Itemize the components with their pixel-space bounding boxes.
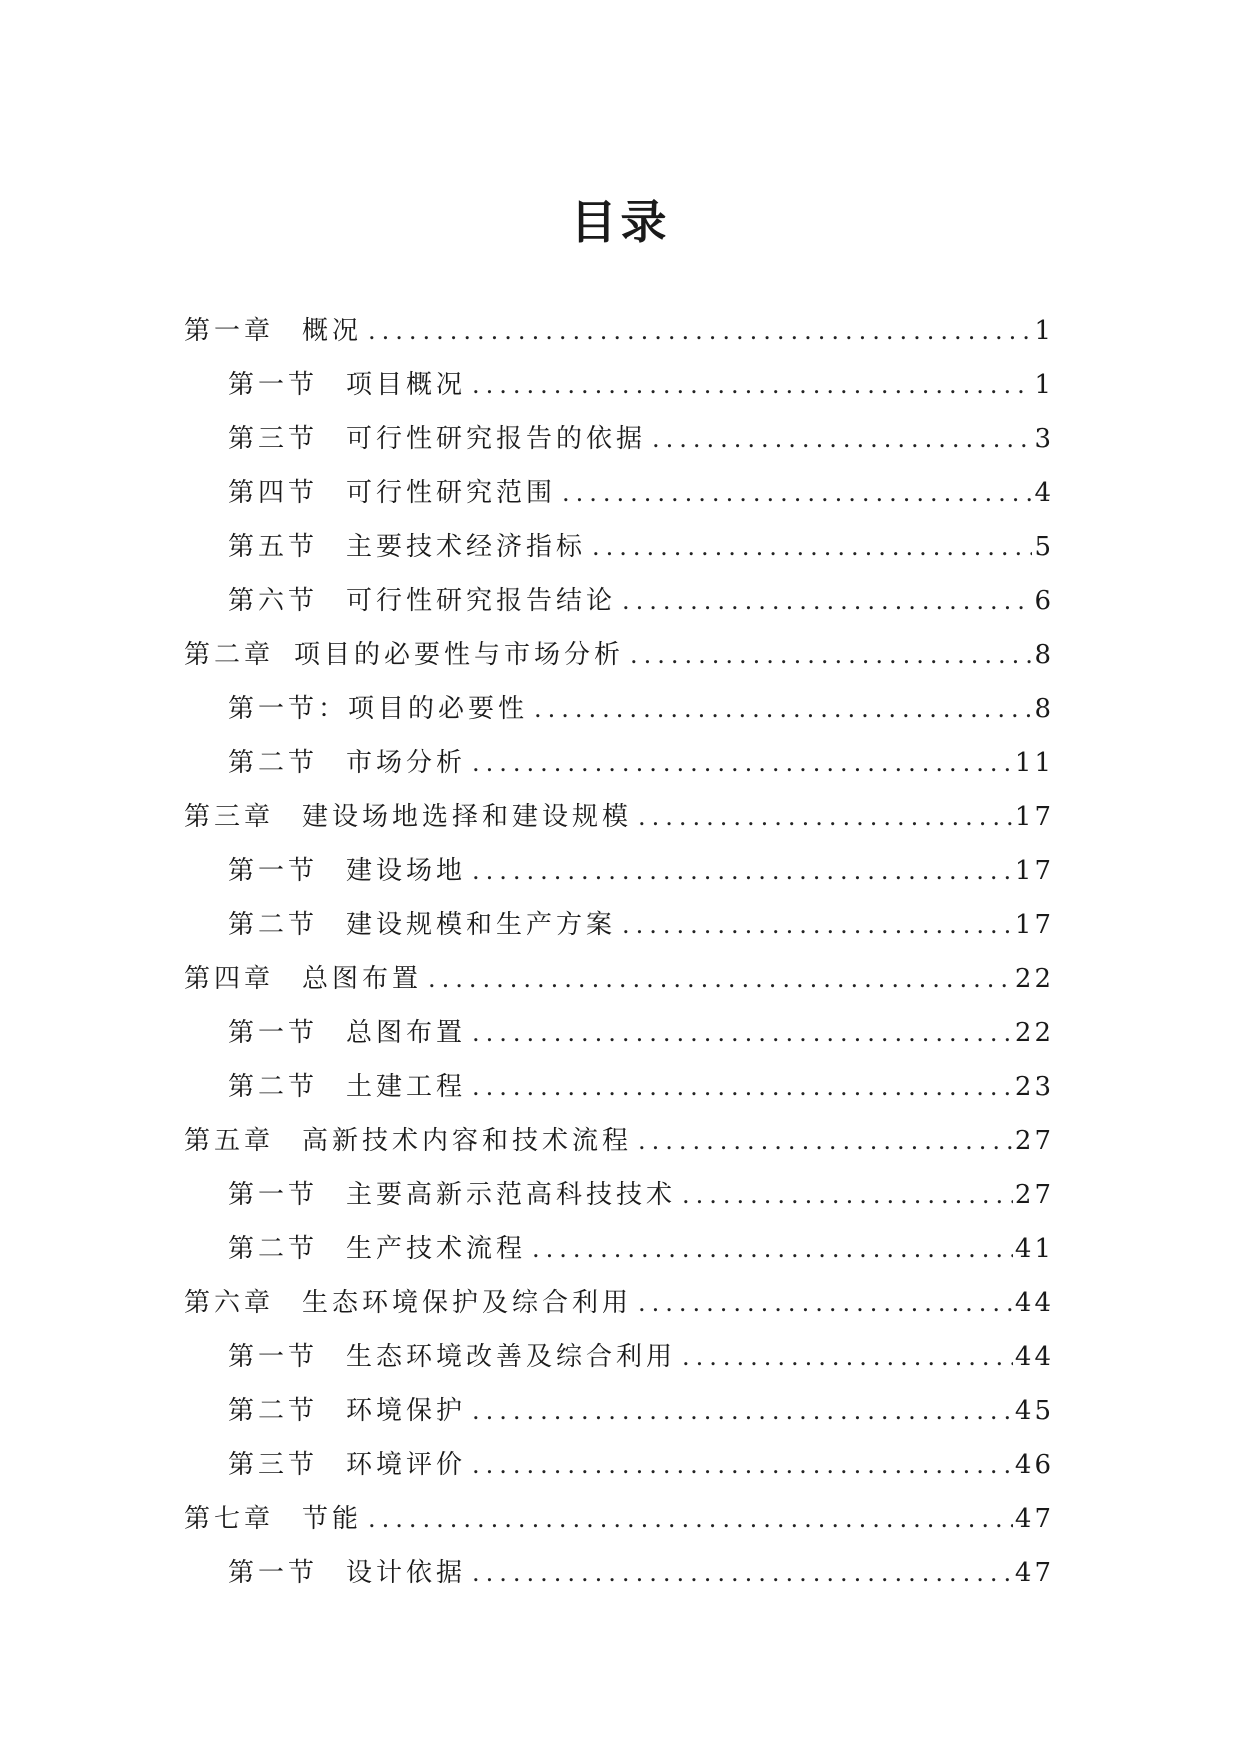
toc-title: 总图布置 <box>302 964 423 994</box>
toc-number: 第四节 <box>228 478 319 508</box>
dot-leader <box>532 1235 1013 1263</box>
toc-page-number: 22 <box>1014 1018 1054 1048</box>
toc-title: 生产技术流程 <box>346 1234 527 1264</box>
toc-entry[interactable] <box>184 742 1054 796</box>
toc-entry[interactable] <box>184 1336 1054 1390</box>
toc-entry[interactable] <box>184 1444 1054 1498</box>
toc-entry[interactable] <box>184 1282 1054 1336</box>
toc-page-number: 23 <box>1014 1072 1054 1102</box>
toc-entry[interactable] <box>184 1066 1054 1120</box>
toc-number: 第一章 <box>184 316 275 346</box>
toc-page-number: 11 <box>1014 748 1054 778</box>
toc-title: 建设场地选择和建设规模 <box>302 802 633 832</box>
toc-entry[interactable] <box>184 634 1054 688</box>
toc-page-number: 47 <box>1014 1558 1054 1588</box>
dot-leader <box>622 911 1013 939</box>
toc-entry[interactable] <box>184 526 1054 580</box>
toc-title: 概况 <box>302 316 363 346</box>
toc-page-number: 46 <box>1014 1450 1054 1480</box>
dot-leader <box>472 1073 1013 1101</box>
toc-entry[interactable] <box>184 418 1054 472</box>
toc-title: 主要技术经济指标 <box>346 532 587 562</box>
toc-page-number: 47 <box>1014 1504 1054 1534</box>
toc-page-number: 17 <box>1014 802 1054 832</box>
toc-entry[interactable] <box>184 796 1054 850</box>
toc-page-number: 45 <box>1014 1396 1054 1426</box>
toc-number: 第一节 <box>228 1180 319 1210</box>
dot-leader <box>472 857 1013 885</box>
toc-title: 项目概况 <box>346 370 467 400</box>
toc-title: 生态环境改善及综合利用 <box>346 1342 677 1372</box>
toc-entry[interactable] <box>184 364 1054 418</box>
toc-page-number: 27 <box>1014 1180 1054 1210</box>
toc-title: 节能 <box>302 1504 363 1534</box>
toc-entry[interactable] <box>184 1012 1054 1066</box>
toc-number: 第四章 <box>184 964 275 994</box>
toc-entry[interactable] <box>184 1174 1054 1228</box>
toc-entry[interactable] <box>184 1552 1054 1606</box>
toc-entry[interactable] <box>184 310 1054 364</box>
toc-entry[interactable] <box>184 850 1054 904</box>
toc-title: 总图布置 <box>346 1018 467 1048</box>
toc-page-number: 3 <box>1034 424 1054 454</box>
page-title: 目录 <box>570 195 671 249</box>
dot-leader <box>652 425 1032 453</box>
dot-leader <box>630 641 1032 669</box>
dot-leader <box>472 1559 1013 1587</box>
toc-number: 第一节： <box>228 694 349 724</box>
toc-number: 第一节 <box>228 1018 319 1048</box>
toc-entry[interactable] <box>184 580 1054 634</box>
toc-number: 第一节 <box>228 856 319 886</box>
dot-leader <box>368 317 1032 345</box>
toc-page-number: 17 <box>1014 910 1054 940</box>
dot-leader <box>562 479 1032 507</box>
toc-number: 第六节 <box>228 586 319 616</box>
toc-entry[interactable] <box>184 958 1054 1012</box>
toc-title: 环境评价 <box>346 1450 467 1480</box>
dot-leader <box>472 371 1032 399</box>
dot-leader <box>592 533 1032 561</box>
toc-page-number: 5 <box>1034 532 1054 562</box>
table-of-contents <box>184 310 1054 1606</box>
dot-leader <box>472 1451 1013 1479</box>
dot-leader <box>622 587 1032 615</box>
toc-title: 可行性研究报告结论 <box>346 586 617 616</box>
toc-entry[interactable] <box>184 1498 1054 1552</box>
toc-page-number: 6 <box>1034 586 1054 616</box>
toc-number: 第六章 <box>184 1288 275 1318</box>
toc-title: 市场分析 <box>346 748 467 778</box>
dot-leader <box>472 1019 1013 1047</box>
toc-number: 第一节 <box>228 1558 319 1588</box>
toc-page-number: 41 <box>1014 1234 1054 1264</box>
toc-title: 主要高新示范高科技技术 <box>346 1180 677 1210</box>
dot-leader <box>428 965 1013 993</box>
toc-number: 第五章 <box>184 1126 275 1156</box>
toc-title: 可行性研究范围 <box>346 478 557 508</box>
toc-number: 第三节 <box>228 424 319 454</box>
toc-title: 建设场地 <box>346 856 467 886</box>
toc-entry[interactable] <box>184 1228 1054 1282</box>
toc-entry[interactable] <box>184 472 1054 526</box>
toc-number: 第二节 <box>228 1072 319 1102</box>
toc-entry[interactable] <box>184 904 1054 958</box>
toc-entry[interactable] <box>184 1120 1054 1174</box>
toc-title: 环境保护 <box>346 1396 467 1426</box>
toc-page-number: 8 <box>1034 694 1054 724</box>
toc-title: 生态环境保护及综合利用 <box>302 1288 633 1318</box>
toc-page-number: 27 <box>1014 1126 1054 1156</box>
toc-page-number: 44 <box>1014 1288 1054 1318</box>
toc-title: 高新技术内容和技术流程 <box>302 1126 633 1156</box>
toc-number: 第五节 <box>228 532 319 562</box>
toc-title: 建设规模和生产方案 <box>346 910 617 940</box>
toc-number: 第三节 <box>228 1450 319 1480</box>
toc-number: 第二节 <box>228 748 319 778</box>
toc-number: 第二章 <box>184 640 275 670</box>
toc-page-number: 44 <box>1014 1342 1054 1372</box>
toc-number: 第一节 <box>228 1342 319 1372</box>
toc-title: 设计依据 <box>346 1558 467 1588</box>
toc-entry[interactable] <box>184 1390 1054 1444</box>
toc-number: 第三章 <box>184 802 275 832</box>
toc-entry[interactable] <box>184 688 1054 742</box>
dot-leader <box>472 1397 1013 1425</box>
toc-number: 第二节 <box>228 1396 319 1426</box>
toc-page-number: 1 <box>1034 316 1054 346</box>
dot-leader <box>638 1127 1013 1155</box>
toc-number: 第二节 <box>228 1234 319 1264</box>
toc-number: 第二节 <box>228 910 319 940</box>
toc-title: 土建工程 <box>346 1072 467 1102</box>
toc-title: 项目的必要性与市场分析 <box>294 640 625 670</box>
toc-page-number: 22 <box>1014 964 1054 994</box>
toc-page-number: 8 <box>1034 640 1054 670</box>
dot-leader <box>638 1289 1013 1317</box>
dot-leader <box>534 695 1032 723</box>
toc-page-number: 1 <box>1034 370 1054 400</box>
dot-leader <box>368 1505 1013 1533</box>
toc-number: 第七章 <box>184 1504 275 1534</box>
toc-title: 可行性研究报告的依据 <box>346 424 647 454</box>
dot-leader <box>682 1181 1013 1209</box>
dot-leader <box>472 749 1013 777</box>
toc-number: 第一节 <box>228 370 319 400</box>
dot-leader <box>682 1343 1013 1371</box>
toc-page-number: 4 <box>1034 478 1054 508</box>
toc-title: 项目的必要性 <box>348 694 529 724</box>
toc-page-number: 17 <box>1014 856 1054 886</box>
dot-leader <box>638 803 1013 831</box>
